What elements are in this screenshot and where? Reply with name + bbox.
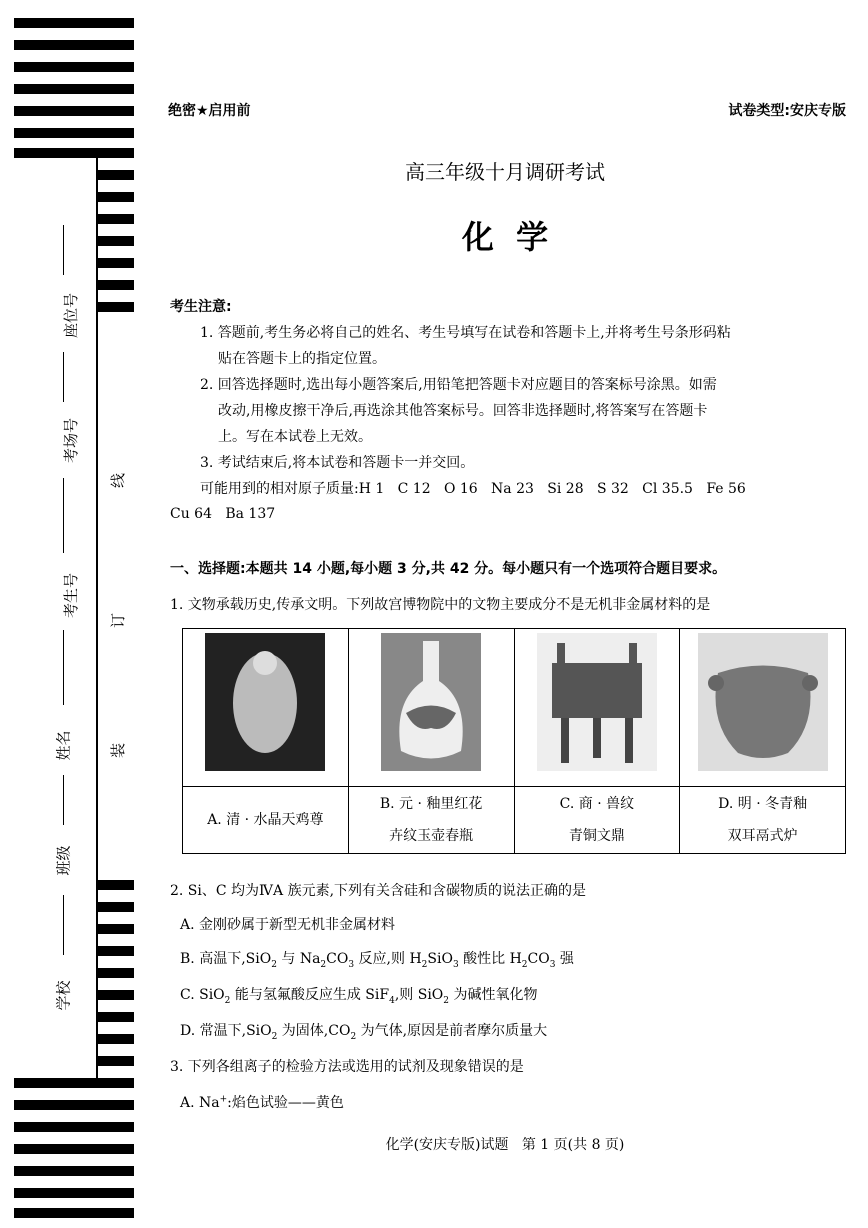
question-2-option-d: D. 常温下,SiO$_2$ 为固体$,CO_2$ 为气体,原因是前者摩尔质量大 <box>180 1023 548 1042</box>
artifact-image-a <box>183 629 349 787</box>
name-label: 姓名 <box>54 730 73 761</box>
school-label: 学校 <box>54 980 73 1011</box>
notice-item-1: 1. 答题前,考生务必将自己的姓名、考生号填写在试卷和答题卡上,并将考生号条形码粘 <box>200 325 731 341</box>
subject-title: 化 学 <box>461 218 549 256</box>
notice-item-3: 3. 考试结束后,将本试卷和答题卡一并交回。 <box>200 455 475 471</box>
confidential-mark: 绝密★启用前 <box>168 103 251 119</box>
seat-number-label: 座位号 <box>62 292 81 339</box>
question-2-option-a: A. 金刚砂属于新型无机非金属材料 <box>180 917 396 933</box>
artifact-image-b <box>348 629 514 787</box>
class-label: 班级 <box>54 845 73 876</box>
notice-heading: 考生注意: <box>170 299 232 315</box>
option-a-label: A. 清 · 水晶天鸡尊 <box>183 787 349 854</box>
artifact-image-d <box>680 629 846 787</box>
binding-line-mark: 线 <box>109 472 128 489</box>
exam-title: 高三年级十月调研考试 <box>405 160 605 184</box>
celadon-censer-image <box>698 633 828 771</box>
option-d-label: D. 明 · 冬青釉 双耳鬲式炉 <box>680 787 846 854</box>
artifact-image-c <box>514 629 680 787</box>
atomic-masses: 可能用到的相对原子质量:H 1 C 12 O 16 Na 23 Si 28 S 32 Cl 35.5 Fe 56 <box>200 481 746 497</box>
crystal-vessel-image <box>205 633 325 771</box>
name-blank <box>63 630 64 705</box>
binding-order-mark: 订 <box>109 612 128 629</box>
bronze-ding-image <box>537 633 657 771</box>
school-blank <box>63 895 64 955</box>
option-c-label: C. 商 · 兽纹 青铜文鼎 <box>514 787 680 854</box>
page-footer: 化学(安庆专版)试题 第 1 页(共 8 页) <box>385 1137 625 1153</box>
paper-type: 试卷类型:安庆专版 <box>728 103 846 119</box>
student-number-label: 考生号 <box>62 572 81 619</box>
question-3-option-a: A. Na+:焰色试验——黄色 <box>180 1094 344 1111</box>
binding-bind-mark: 装 <box>109 742 128 759</box>
option-b-label: B. 元 · 釉里红花 卉纹玉壶春瓶 <box>348 787 514 854</box>
question-2-option-b: B. 高温下,SiO$_2$ 与 $Na_2CO_3$ 反应,则 $H_2SiO_3$ 酸性比 $H_2CO_3$ 强 <box>180 951 574 970</box>
atomic-masses-cont: Cu 64 Ba 137 <box>170 506 276 522</box>
class-blank <box>63 775 64 825</box>
notice-item-2-cont2: 上。写在本试卷上无效。 <box>218 429 372 445</box>
question-3-stem: 3. 下列各组离子的检验方法或选用的试剂及现象错误的是 <box>170 1059 524 1075</box>
question-2-option-c: C. SiO$_2$ 能与氢氟酸反应生成 SiF$_4$,则 SiO$_2$ 为碱性氧化物 <box>180 987 538 1006</box>
room-number-blank <box>63 352 64 402</box>
question-1-table <box>182 628 846 854</box>
notice-item-2: 2. 回答选择题时,选出每小题答案后,用铅笔把答题卡对应题目的答案标号涂黑。如需 <box>200 377 717 393</box>
notice-item-2-cont: 改动,用橡皮擦干净后,再选涂其他答案标号。回答非选择题时,将答案写在答题卡 <box>218 403 708 419</box>
notice-item-1-cont: 贴在答题卡上的指定位置。 <box>218 351 386 367</box>
porcelain-vase-image <box>381 633 481 771</box>
student-number-blank <box>63 478 64 553</box>
question-2-stem: 2. Si、C 均为ⅣA 族元素,下列有关含硅和含碳物质的说法正确的是 <box>170 883 587 899</box>
room-number-label: 考场号 <box>62 417 81 464</box>
question-1-stem: 1. 文物承载历史,传承文明。下列故宫博物院中的文物主要成分不是无机非金属材料的是 <box>170 597 711 613</box>
section-heading: 一、选择题:本题共 14 小题,每小题 3 分,共 42 分。每小题只有一个选项符合题目要求。 <box>170 561 727 577</box>
